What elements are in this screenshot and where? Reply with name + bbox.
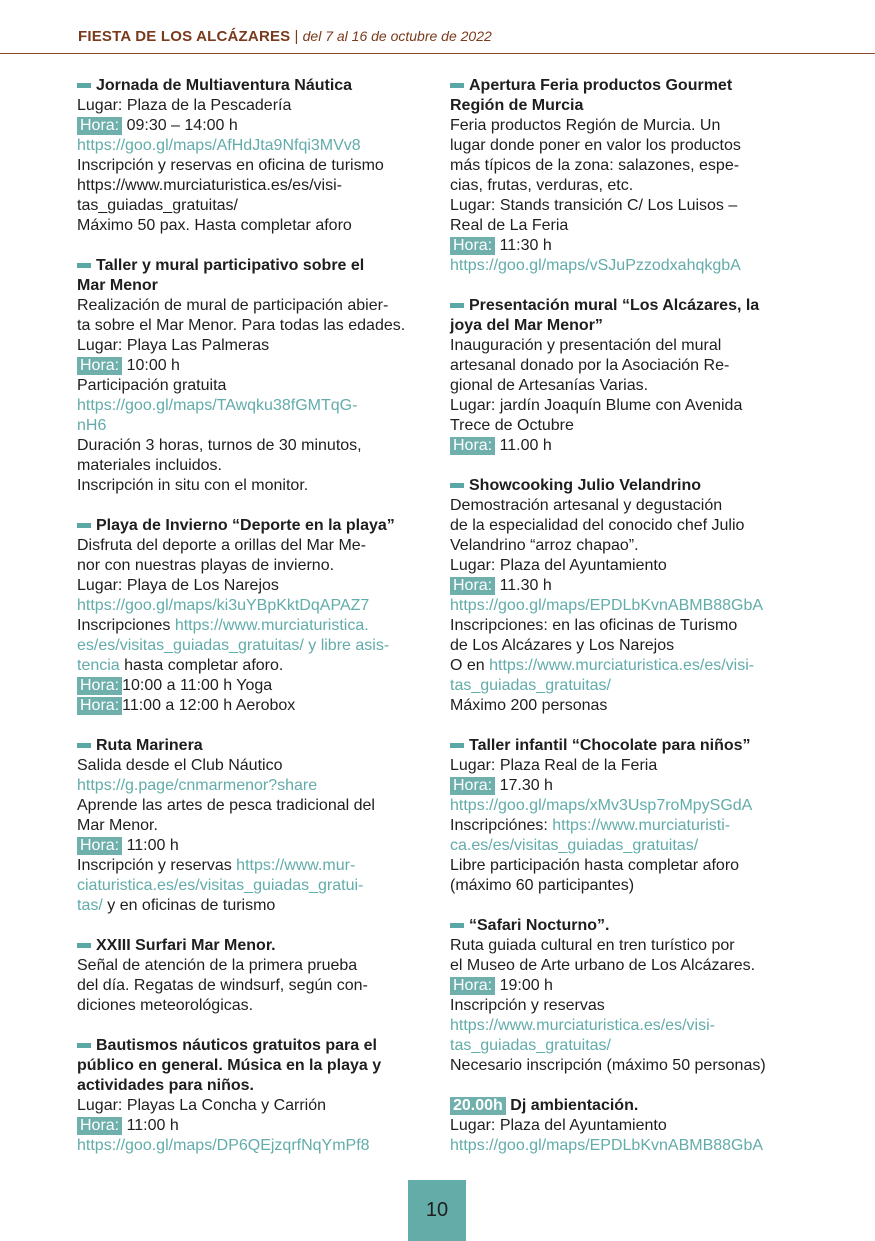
event-detail-line	[77, 216, 437, 236]
event-detail-line	[450, 136, 805, 156]
event-detail-line	[77, 1136, 437, 1156]
event-link[interactable]: https://www.murciaturistica.es/es/visi-	[450, 1017, 715, 1034]
event-detail-line	[450, 996, 805, 1016]
event-text: Libre participación hasta completar aforo	[450, 857, 740, 874]
event-title-line	[77, 1056, 437, 1076]
bullet-icon	[450, 83, 464, 88]
event-title-line	[77, 76, 437, 96]
event-detail-line	[77, 796, 437, 816]
event-block	[450, 1096, 805, 1156]
event-text: 11.30 h	[495, 577, 552, 594]
event-detail-line	[77, 316, 437, 336]
event-text: de Los Alcázares y Los Narejos	[450, 637, 675, 654]
event-detail-line	[77, 116, 437, 136]
event-text: 10:00 a 11:00 h Yoga	[122, 677, 273, 694]
bullet-icon	[450, 483, 464, 488]
event-detail-line	[77, 776, 437, 796]
event-text: Lugar: Plaza Real de la Feria	[450, 757, 658, 774]
hora-label: Hora:	[77, 677, 122, 695]
event-block	[450, 916, 805, 1076]
event-text: Realización de mural de participación abier-	[77, 297, 389, 314]
event-detail-line	[450, 936, 805, 956]
hora-label: Hora:	[77, 357, 122, 375]
event-detail-line	[77, 856, 437, 876]
event-title-line	[450, 476, 805, 496]
event-text: Demostración artesanal y degustación	[450, 497, 723, 514]
event-block	[77, 256, 437, 496]
event-title: Región de Murcia	[450, 97, 584, 114]
event-text: Señal de atención de la primera prueba	[77, 957, 358, 974]
event-detail-line	[450, 816, 805, 836]
event-block	[77, 936, 437, 1016]
event-detail-line	[450, 376, 805, 396]
event-detail-line	[450, 156, 805, 176]
event-detail-line	[77, 976, 437, 996]
event-text: artesanal donado por la Asociación Re-	[450, 357, 730, 374]
event-detail-line	[77, 376, 437, 396]
hora-label: Hora:	[77, 1117, 122, 1135]
event-detail-line	[77, 136, 437, 156]
event-link[interactable]: https://goo.gl/maps/xMv3Usp7roMpySGdA	[450, 797, 753, 814]
event-text: Lugar: Playa Las Palmeras	[77, 337, 270, 354]
event-detail-line	[450, 696, 805, 716]
event-block	[450, 76, 805, 276]
event-detail-line	[450, 616, 805, 636]
event-title-line	[450, 736, 805, 756]
bullet-icon	[77, 263, 91, 268]
event-title-line	[77, 516, 437, 536]
event-text: Necesario inscripción (máximo 50 personas)	[450, 1057, 766, 1074]
event-detail-line	[450, 436, 805, 456]
event-text: Duración 3 horas, turnos de 30 minutos,	[77, 437, 362, 454]
event-title: Playa de Invierno “Deporte en la playa”	[96, 517, 395, 534]
event-link[interactable]: tas_guiadas_gratuitas/	[450, 1037, 611, 1054]
event-text: nor con nuestras playas de invierno.	[77, 557, 335, 574]
event-title-line	[450, 916, 805, 936]
event-text: gional de Artesanías Varias.	[450, 377, 649, 394]
event-link[interactable]: ca.es/es/visitas_guiadas_gratuitas/	[450, 837, 699, 854]
event-link[interactable]: tas/	[77, 897, 103, 914]
page-number	[408, 1180, 466, 1241]
event-text: Inscripción y reservas	[450, 997, 605, 1014]
event-detail-line	[450, 576, 805, 596]
event-text: Real de La Feria	[450, 217, 569, 234]
event-detail-line	[450, 676, 805, 696]
event-detail-line	[77, 616, 437, 636]
bullet-icon	[450, 743, 464, 748]
event-title: Showcooking Julio Velandrino	[469, 477, 702, 494]
event-title-line	[77, 1036, 437, 1056]
event-link[interactable]: tencia	[77, 657, 120, 674]
bullet-icon	[450, 303, 464, 308]
event-detail-line	[450, 776, 805, 796]
hora-label: Hora:	[450, 437, 495, 455]
event-detail-line	[77, 416, 437, 436]
event-link[interactable]: https://goo.gl/maps/EPDLbKvnABMB88GbA	[450, 597, 764, 614]
event-text: https://www.murciaturistica.es/es/visi-	[77, 177, 342, 194]
event-text: Inscripciónes:	[450, 817, 553, 834]
event-text: Disfruta del deporte a orillas del Mar Me-	[77, 537, 367, 554]
event-text: Lugar: Stands transición C/ Los Luisos –	[450, 197, 738, 214]
event-detail-line	[450, 536, 805, 556]
bullet-icon	[77, 743, 91, 748]
event-detail-line	[450, 336, 805, 356]
event-text: diciones meteorológicas.	[77, 997, 254, 1014]
event-text: Inscripción in situ con el monitor.	[77, 477, 309, 494]
event-title: Mar Menor	[77, 277, 158, 294]
event-link[interactable]: https://goo.gl/maps/EPDLbKvnABMB88GbA	[450, 1137, 764, 1154]
header-subtitle: del 7 al 16 de octubre de 2022	[302, 28, 492, 44]
event-detail-line	[77, 576, 437, 596]
event-text: 11:00 a 12:00 h Aerobox	[122, 697, 296, 714]
event-detail-line	[77, 176, 437, 196]
event-block	[450, 736, 805, 896]
event-block	[450, 296, 805, 456]
event-text: Lugar: Plaza del Ayuntamiento	[450, 1117, 667, 1134]
hora-label: Hora:	[77, 117, 122, 135]
event-detail-line	[450, 416, 805, 436]
event-text: 11:00 h	[122, 1117, 179, 1134]
event-link[interactable]: es/es/visitas_guiadas_gratuitas/ y libre asis-	[77, 637, 390, 654]
event-detail-line	[450, 1116, 805, 1136]
event-text: Inauguración y presentación del mural	[450, 337, 722, 354]
event-detail-line	[77, 396, 437, 416]
event-detail-line	[77, 896, 437, 916]
event-block	[77, 516, 437, 716]
event-text: ta sobre el Mar Menor. Para todas las edades.	[77, 317, 406, 334]
bullet-icon	[77, 1043, 91, 1048]
event-detail-line	[77, 1116, 437, 1136]
event-link[interactable]: https://goo.gl/maps/TAwqku38fGMTqG-	[77, 397, 358, 414]
event-text: hasta completar aforo.	[119, 657, 284, 674]
event-detail-line	[450, 796, 805, 816]
event-detail-line	[450, 196, 805, 216]
event-title: Taller infantil “Chocolate para niños”	[469, 737, 751, 754]
event-detail-line	[77, 536, 437, 556]
event-text: Inscripciones: en las oficinas de Turismo	[450, 617, 738, 634]
event-detail-line	[450, 636, 805, 656]
header-title: FIESTA DE LOS ALCÁZARES	[78, 28, 291, 45]
hora-label: Hora:	[450, 777, 495, 795]
page-number-text: 10	[425, 1199, 449, 1221]
event-text: Máximo 200 personas	[450, 697, 608, 714]
event-title-line	[450, 316, 805, 336]
event-title: joya del Mar Menor”	[450, 317, 603, 334]
event-text: el Museo de Arte urbano de Los Alcázares.	[450, 957, 756, 974]
event-block	[77, 76, 437, 236]
event-detail-line	[77, 96, 437, 116]
event-detail-line	[450, 556, 805, 576]
event-detail-line	[450, 496, 805, 516]
event-title: Dj ambientación.	[510, 1097, 639, 1114]
event-text: materiales incluidos.	[77, 457, 222, 474]
event-detail-line	[77, 756, 437, 776]
event-detail-line	[77, 836, 437, 856]
event-text: 11.00 h	[495, 437, 552, 454]
event-detail-line	[77, 356, 437, 376]
event-block	[77, 736, 437, 916]
left-column	[77, 76, 437, 1176]
event-detail-line	[450, 396, 805, 416]
event-text: tas_guiadas_gratuitas/	[77, 197, 238, 214]
event-detail-line	[77, 556, 437, 576]
event-title-line	[77, 936, 437, 956]
event-title: Ruta Marinera	[96, 737, 203, 754]
event-text: del día. Regatas de windsurf, según con-	[77, 977, 368, 994]
event-detail-line	[77, 1096, 437, 1116]
event-link[interactable]: nH6	[77, 417, 107, 434]
event-text: Máximo 50 pax. Hasta completar aforo	[77, 217, 352, 234]
event-detail-line	[77, 956, 437, 976]
event-detail-line	[450, 256, 805, 276]
event-link[interactable]: https://g.page/cnmarmenor?share	[77, 777, 318, 794]
event-title-line	[450, 76, 805, 96]
bullet-icon	[77, 523, 91, 528]
event-detail-line	[450, 976, 805, 996]
event-link[interactable]: ciaturistica.es/es/visitas_guiadas_gratui-	[77, 877, 364, 894]
hora-label: Hora:	[450, 237, 495, 255]
event-text: Mar Menor.	[77, 817, 158, 834]
event-detail-line	[77, 636, 437, 656]
event-detail-line	[450, 836, 805, 856]
event-text: Trece de Octubre	[450, 417, 574, 434]
event-title: público en general. Música en la playa y	[77, 1057, 382, 1074]
event-text: 11:00 h	[122, 837, 179, 854]
event-text: de la especialidad del conocido chef Julio	[450, 517, 745, 534]
event-detail-line	[77, 876, 437, 896]
event-detail-line	[77, 196, 437, 216]
event-detail-line	[77, 676, 437, 696]
event-detail-line	[450, 356, 805, 376]
event-detail-line	[450, 176, 805, 196]
event-title-line	[450, 296, 805, 316]
event-text: 19:00 h	[495, 977, 553, 994]
event-block	[450, 476, 805, 716]
event-detail-line	[450, 116, 805, 136]
event-text: Participación gratuita	[77, 377, 227, 394]
event-text: Inscripciones	[77, 617, 175, 634]
event-title: actividades para niños.	[77, 1077, 254, 1094]
event-text: Ruta guiada cultural en tren turístico por	[450, 937, 735, 954]
time-label: 20.00h	[450, 1097, 506, 1115]
event-title-line	[77, 1076, 437, 1096]
hora-label: Hora:	[450, 577, 495, 595]
event-text: más típicos de la zona: salazones, espe-	[450, 157, 740, 174]
event-title: Bautismos náuticos gratuitos para el	[96, 1037, 377, 1054]
bullet-icon	[77, 943, 91, 948]
event-text: O en	[450, 657, 490, 674]
event-detail-line	[450, 1016, 805, 1036]
event-text: lugar donde poner en valor los productos	[450, 137, 741, 154]
event-detail-line	[450, 596, 805, 616]
event-text: 11:30 h	[495, 237, 552, 254]
event-link[interactable]: https://www.murciaturisti-	[552, 817, 731, 834]
event-title: Jornada de Multiaventura Náutica	[96, 77, 353, 94]
event-detail-line	[450, 1036, 805, 1056]
event-detail-line	[450, 756, 805, 776]
event-title-line	[77, 276, 437, 296]
event-link[interactable]: https://goo.gl/maps/ki3uYBpKktDqAPAZ7	[77, 597, 370, 614]
event-block	[77, 1036, 437, 1156]
event-detail-line	[450, 236, 805, 256]
event-text: cias, frutas, verduras, etc.	[450, 177, 634, 194]
event-title: Presentación mural “Los Alcázares, la	[469, 297, 760, 314]
hora-label: Hora:	[77, 837, 122, 855]
event-title-line	[450, 96, 805, 116]
event-detail-line	[77, 996, 437, 1016]
event-text: Inscripción y reservas	[77, 857, 237, 874]
event-detail-line	[450, 1136, 805, 1156]
event-title: Taller y mural participativo sobre el	[96, 257, 365, 274]
event-detail-line	[450, 1056, 805, 1076]
event-detail-line	[450, 216, 805, 236]
event-detail-line	[77, 696, 437, 716]
event-text: Salida desde el Club Náutico	[77, 757, 283, 774]
event-detail-line	[77, 476, 437, 496]
event-detail-line	[77, 296, 437, 316]
event-link[interactable]: https://www.murciaturistica.	[174, 617, 369, 634]
event-link[interactable]: https://goo.gl/maps/AfHdJta9Nfqi3MVv8	[77, 137, 361, 154]
event-link[interactable]: https://www.mur-	[236, 857, 356, 874]
event-text: (máximo 60 participantes)	[450, 877, 635, 894]
event-text: Inscripción y reservas en oficina de turismo	[77, 157, 384, 174]
event-text: Aprende las artes de pesca tradicional del	[77, 797, 375, 814]
event-text: Lugar: Playa de Los Narejos	[77, 577, 279, 594]
event-detail-line	[77, 336, 437, 356]
event-detail-line	[77, 456, 437, 476]
event-text: Lugar: Plaza de la Pescadería	[77, 97, 292, 114]
event-detail-line	[77, 656, 437, 676]
event-title: Apertura Feria productos Gourmet	[469, 77, 733, 94]
right-column	[450, 76, 805, 1176]
event-text: 09:30 – 14:00 h	[122, 117, 238, 134]
event-title: XXIII Surfari Mar Menor.	[96, 937, 276, 954]
event-detail-line	[77, 156, 437, 176]
event-link[interactable]: https://goo.gl/maps/vSJuPzzodxahqkgbA	[450, 257, 741, 274]
event-title-line	[450, 1096, 805, 1116]
event-text: Feria productos Región de Murcia. Un	[450, 117, 721, 134]
bullet-icon	[77, 83, 91, 88]
event-detail-line	[450, 956, 805, 976]
event-link[interactable]: https://goo.gl/maps/DP6QEjzqrfNqYmPf8	[77, 1137, 370, 1154]
event-link[interactable]: https://www.murciaturistica.es/es/visi-	[489, 657, 755, 674]
event-text: 17.30 h	[495, 777, 553, 794]
bullet-icon	[450, 923, 464, 928]
event-link[interactable]: tas_guiadas_gratuitas/	[450, 677, 611, 694]
event-detail-line	[450, 656, 805, 676]
event-title: “Safari Nocturno”.	[469, 917, 610, 934]
event-title-line	[77, 736, 437, 756]
event-text: y en oficinas de turismo	[102, 897, 276, 914]
page-header	[78, 24, 492, 48]
event-detail-line	[77, 596, 437, 616]
header-divider	[0, 53, 875, 54]
event-text: Lugar: jardín Joaquín Blume con Avenida	[450, 397, 743, 414]
hora-label: Hora:	[450, 977, 495, 995]
event-text: Lugar: Plaza del Ayuntamiento	[450, 557, 667, 574]
event-text: Velandrino “arroz chapao”.	[450, 537, 639, 554]
event-text: 10:00 h	[122, 357, 180, 374]
hora-label: Hora:	[77, 697, 122, 715]
event-title-line	[77, 256, 437, 276]
event-detail-line	[450, 876, 805, 896]
event-detail-line	[77, 436, 437, 456]
event-text: Lugar: Playas La Concha y Carrión	[77, 1097, 327, 1114]
header-separator: |	[290, 28, 303, 45]
event-detail-line	[450, 516, 805, 536]
event-detail-line	[450, 856, 805, 876]
event-detail-line	[77, 816, 437, 836]
